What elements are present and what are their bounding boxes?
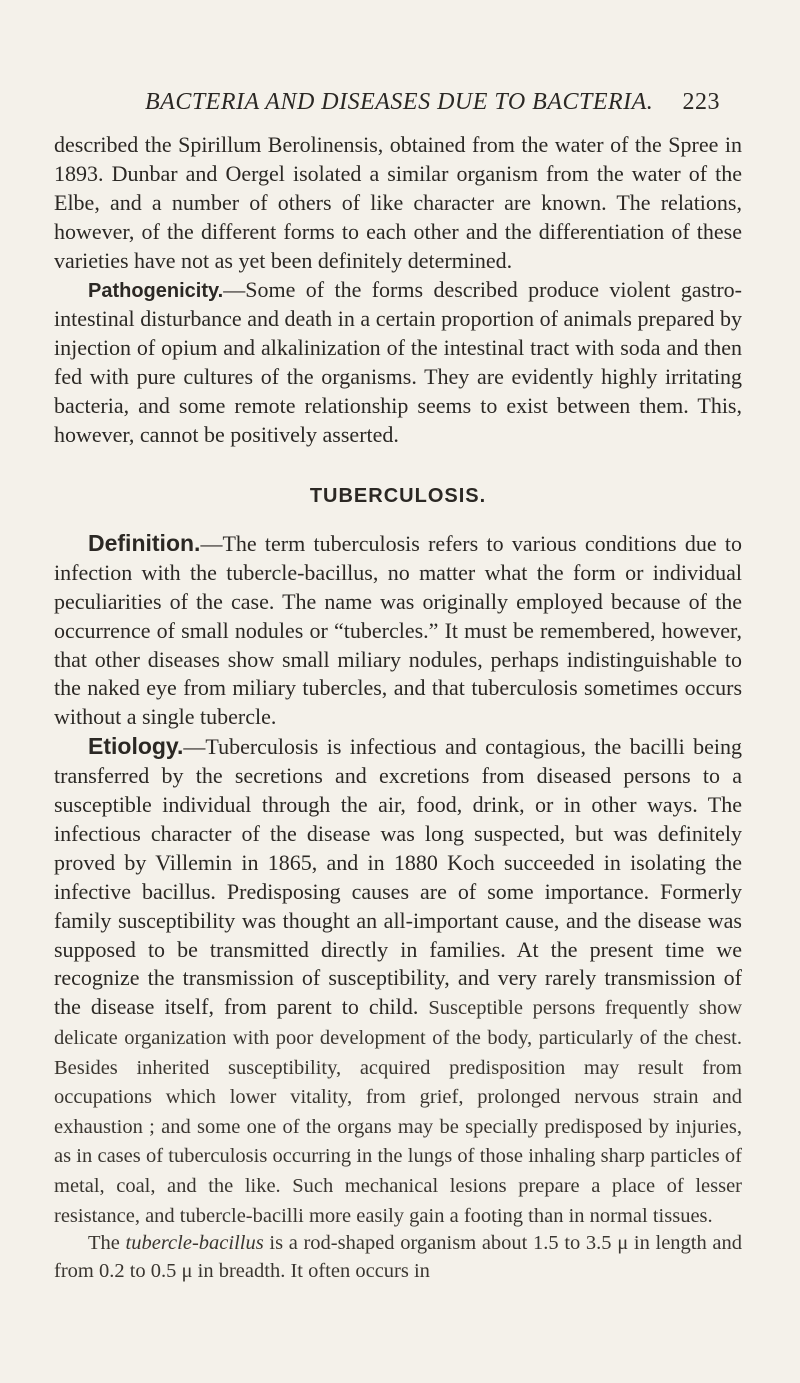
running-header [145, 89, 720, 116]
etiology-paragraph [54, 732, 742, 1230]
continuation-paragraph: described the Spirillum Berolinensis, obtained from the water of the Spree in 1893. Dunbar and Oergel isolated a similar organism from the water of the Elbe, and a number of others of like character are known. The relations, however, of the different forms to each other and the differentiation of these varieties have not as yet been definitely determined. [54, 132, 742, 273]
bacillus-term: tubercle-bacillus [125, 1232, 264, 1255]
bacillus-text: is a rod-shaped organism about 1.5 to 3.5 μ in length and from 0.2 to 0.5 μ in breadth. It often occurs in [54, 1232, 743, 1282]
etiology-text-b: Susceptible persons frequently show delicate organization with poor development of the body, particularly of the chest. Besides inherited susceptibility, acquired predisposition may result from occupations which lower vitality, from grief, prolonged nervous strain and exhaustion ; and some one of the organs may be specially predisposed by injuries, as in cases of tuberculosis occurring in the lungs of those inhaling sharp particles of metal, coal, and the like. Such mechanical lesions prepare a place of lesser resistance, and tubercle-bacilli more easily gain a footing than in normal tissues. [54, 997, 743, 1227]
page-body [54, 131, 742, 1285]
pathogenicity-run-in-heading: Pathogenicity. [88, 279, 224, 302]
etiology-text-a: —Tuberculosis is infectious and contagious, the bacilli being transferred by the secretions and excretions from diseased persons to a susceptible individual through the air, food, drink, or in other ways. The infectious character of the disease was long suspected, but was definitely proved by Villemin in 1865, and in 1880 Koch succeeded in isolating the infective bacillus. Predisposing causes are of some importance. Formerly family susceptibility was thought an all-important cause, and the disease was supposed to be transmitted directly in families. At the present time we recognize the transmission of susceptibility, and very rarely transmission of the disease itself, from parent to child. [54, 734, 742, 1020]
bacillus-prefix: The [88, 1232, 120, 1255]
page-number: 223 [682, 89, 720, 115]
running-title: BACTERIA AND DISEASES DUE TO BACTERIA. [145, 89, 654, 115]
bacillus-paragraph [54, 1230, 742, 1285]
definition-run-in-heading: Definition. [88, 529, 201, 556]
definition-paragraph [54, 529, 742, 732]
pathogenicity-text: —Some of the forms described produce violent gastro-intestinal disturbance and death in a certain proportion of animals prepared by injection of opium and alkalinization of the intestinal tract with soda and then fed with pure cultures of the organisms. They are evidently highly irritating bacteria, and some remote relationship seems to exist between them. This, however, cannot be positively asserted. [54, 276, 742, 448]
section-heading: TUBERCULOSIS. [309, 484, 487, 507]
pathogenicity-paragraph [54, 276, 742, 450]
etiology-run-in-heading: Etiology. [88, 733, 184, 760]
definition-text: —The term tuberculosis refers to various conditions due to infection with the tubercle-bacillus, no matter what the form or individual peculiarities of the case. The name was originally employed because of the occurrence of small nodules or “tubercles.” It must be remembered, however, that other diseases show small miliary nodules, perhaps indistinguishable to the naked eye from miliary tubercles, and that tuberculosis sometimes occurs without a single tubercle. [54, 530, 742, 730]
